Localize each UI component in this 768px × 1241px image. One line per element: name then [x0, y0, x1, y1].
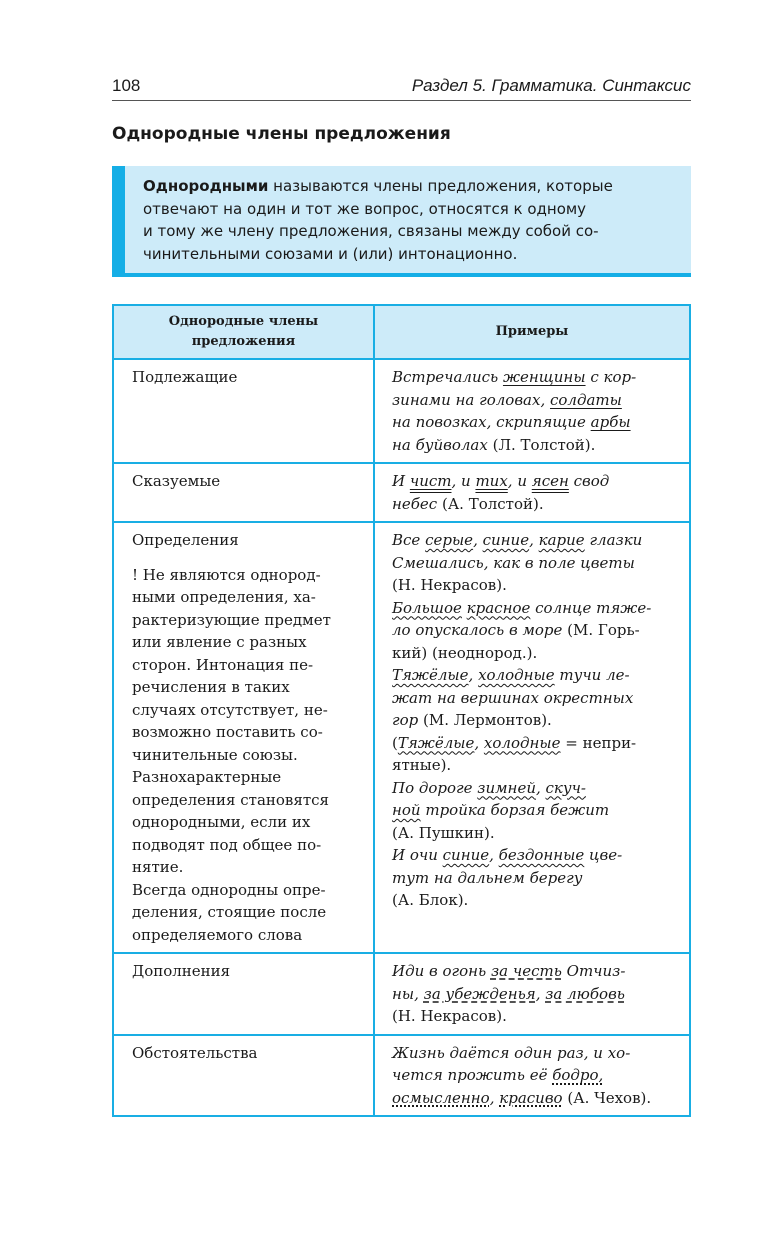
- note-line: ! Не являются однород-: [132, 565, 321, 584]
- definition-box: [112, 166, 691, 277]
- table-row: [113, 953, 690, 1035]
- member-name: Дополнения: [113, 953, 374, 1035]
- column-header-examples: Примеры: [374, 305, 690, 359]
- example-cell: Все серые, синие, карие глазки Смешались, как в поле цветы (Н. Некрасов). Большое красное солнце тяже- ло опускалось в море (М. Горь- кий) (неоднород.). Тяжёлые, холодные тучи ле- жат на вершинах окрестных гор (М. Лермонтов). (Тяжёлые, холодные = непри- ятные). По дороге зимней, скуч- ной тройка борзая бежит (А. Пушкин). И очи синие, бездонные цве- тут на дальнем берегу (А. Блок).: [374, 522, 690, 953]
- column-header-members: Однородные члены предложения: [113, 305, 374, 359]
- member-name: Определения: [132, 531, 239, 549]
- page-title: Однородные члены предложения: [112, 124, 451, 144]
- page-header: [112, 74, 691, 101]
- table-row: [113, 522, 690, 953]
- table-row: [113, 463, 690, 522]
- definition-accent-bar: [112, 166, 125, 273]
- table-row: [113, 359, 690, 463]
- example-cell: И чист, и тих, и ясен свод небес (А. Толстой).: [374, 463, 690, 522]
- member-name: Подлежащие: [113, 359, 374, 463]
- definition-text: Однородными называются члены предложения, которые отвечают на один и тот же вопрос, относятся к одному и тому же члену предложения, связаны между собой со- чинительными союзами и (или) интонационно.: [143, 177, 613, 263]
- section-title: Раздел 5. Грамматика. Синтаксис: [411, 76, 691, 95]
- member-name: Сказуемые: [113, 463, 374, 522]
- example-cell: Иди в огонь за честь Отчиз- ны, за убежденья, за любовь (Н. Некрасов).: [374, 953, 690, 1035]
- member-name: Обстоятельства: [113, 1035, 374, 1117]
- table-row: [113, 1035, 690, 1117]
- example-cell: Встречались женщины с кор- зинами на головах, солдаты на повозках, скрипящие арбы на буйволах (Л. Толстой).: [374, 359, 690, 463]
- homogeneous-members-table: [112, 304, 691, 1117]
- table-header-row: [113, 305, 690, 359]
- example-cell: Жизнь даётся один раз, и хо- чется прожить её бодро, осмысленно, красиво (А. Чехов).: [374, 1035, 690, 1117]
- member-cell: Определения ! Не являются однород- ными определения, ха- рактеризующие предмет или явление с разных сторон. Интонация пе- речисления в таких случаях отсутствует, не- возможно поставить со- чинительные союзы. Разнохарактерные определения становятся однородными, если их подводят под общее по- нятие. Всегда однородны опре- деления, стоящие после определяемого слова: [113, 522, 374, 953]
- definition-term: Однородными: [143, 177, 269, 195]
- page-number: 108: [112, 76, 141, 95]
